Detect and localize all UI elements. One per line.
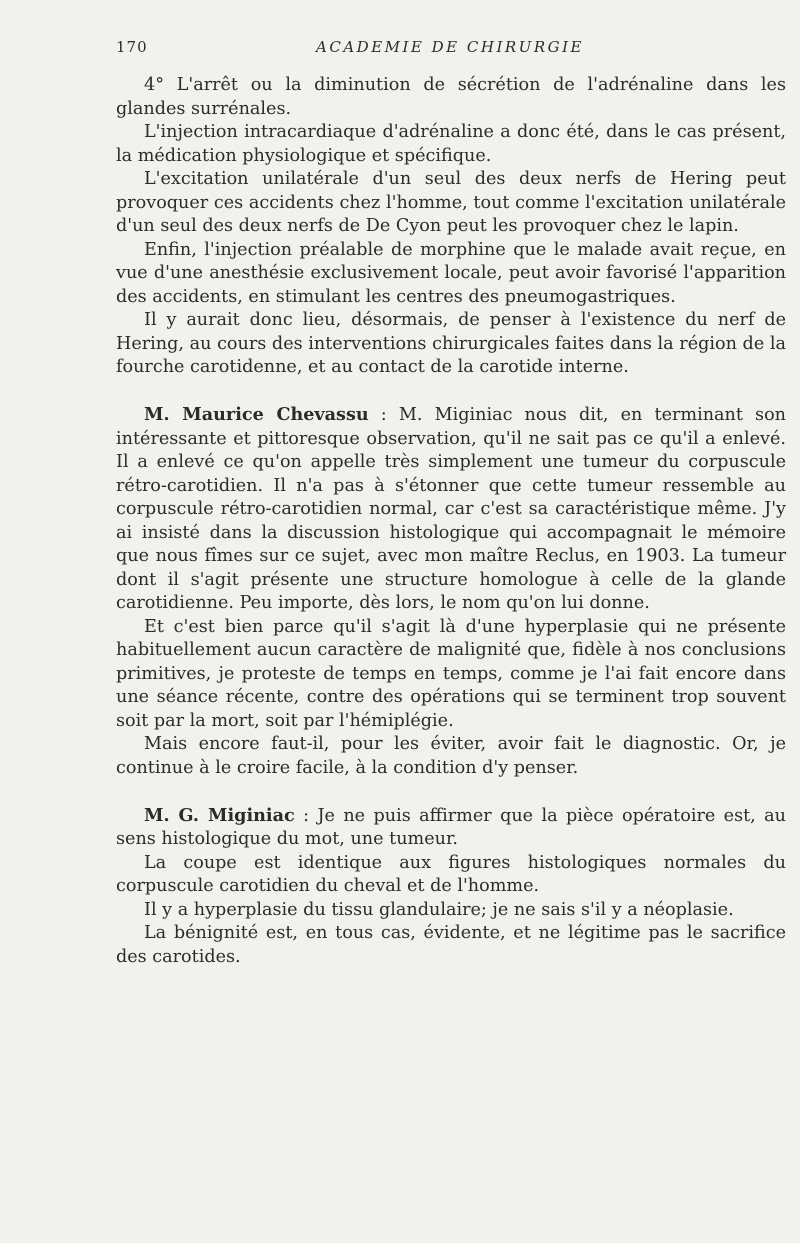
paragraph: La bénignité est, en tous cas, évidente, et ne légitime pas le sacrifice des carotides. — [116, 923, 786, 967]
speaker-name: M. Maurice Chevassu — [144, 404, 369, 425]
speaker-text: : M. Miginiac nous dit, en terminant son intéressante et pittoresque observation, qu'il ne sait pas ce qu'il a enlevé. Il a enlevé ce qu'on appelle très simplement une tumeur du corpuscule rétro-carotidien. Il n'a pas à s'étonner que cette tumeur ressemble au corpuscule rétro-carotidien normal, car c'est sa caractéristique même. J'y ai insisté dans la discussion histologique qui accompagnait le mémoire que nous fîmes sur ce sujet, avec mon maître Reclus, en 1903. La tumeur dont il s'agit présente une structure homologue à celle de la glande carotidienne. Peu importe, dès lors, le nom qu'on lui donne. — [116, 405, 787, 613]
speaker-text: : Je ne puis affirmer que la pièce opératoire est, au sens histologique du mot, une tumeur. — [116, 805, 786, 849]
paragraph: L'injection intracardiaque d'adrénaline a donc été, dans le cas présent, la médication physiologique et spécifique. — [116, 122, 786, 166]
page-number: 170 — [116, 38, 148, 56]
section-gap — [116, 380, 786, 404]
body-text — [116, 74, 786, 969]
speaker-paragraph — [116, 804, 786, 852]
paragraph: Il y a hyperplasie du tissu glandulaire; je ne sais s'il y a néoplasie. — [144, 899, 734, 920]
paragraph: Il y aurait donc lieu, désormais, de penser à l'existence du nerf de Hering, au cours des interventions chirurgicales faites dans la région de la fourche carotidenne, et au contact de la carotide interne. — [116, 310, 786, 377]
paragraph: 4° L'arrêt ou la diminution de sécrétion de l'adrénaline dans les glandes surrénales. — [116, 75, 786, 119]
paragraph: Enfin, l'injection préalable de morphine que le malade avait reçue, en vue d'une anesthésie exclusivement locale, peut avoir favorisé l'apparition des accidents, en stimulant les centres des pneumogastriques. — [116, 239, 786, 307]
section-gap — [116, 780, 786, 804]
page-header — [116, 38, 784, 58]
paragraph: La coupe est identique aux figures histologiques normales du corpuscule carotidien du cheval et de l'homme. — [116, 852, 786, 896]
running-title: ACADEMIE DE CHIRURGIE — [316, 38, 584, 56]
speaker-paragraph — [116, 403, 786, 616]
paragraph: L'excitation unilatérale d'un seul des deux nerfs de Hering peut provoquer ces accidents chez l'homme, tout comme l'excitation unilatérale d'un seul des deux nerfs de De Cyon peut les provoquer chez le lapin. — [116, 169, 786, 236]
paragraph: Et c'est bien parce qu'il s'agit là d'une hyperplasie qui ne présente habituellement aucun caractère de malignité que, fidèle à nos conclusions primitives, je proteste de temps en temps, comme je l'ai fait encore dans une séance récente, contre des opérations qui se terminent trop souvent soit par la mort, soit par l'hémiplégie. — [116, 616, 786, 731]
speaker-name: M. G. Miginiac — [144, 804, 295, 826]
paragraph: Mais encore faut-il, pour les éviter, avoir fait le diagnostic. Or, je continue à le croire facile, à la condition d'y penser. — [116, 734, 786, 778]
